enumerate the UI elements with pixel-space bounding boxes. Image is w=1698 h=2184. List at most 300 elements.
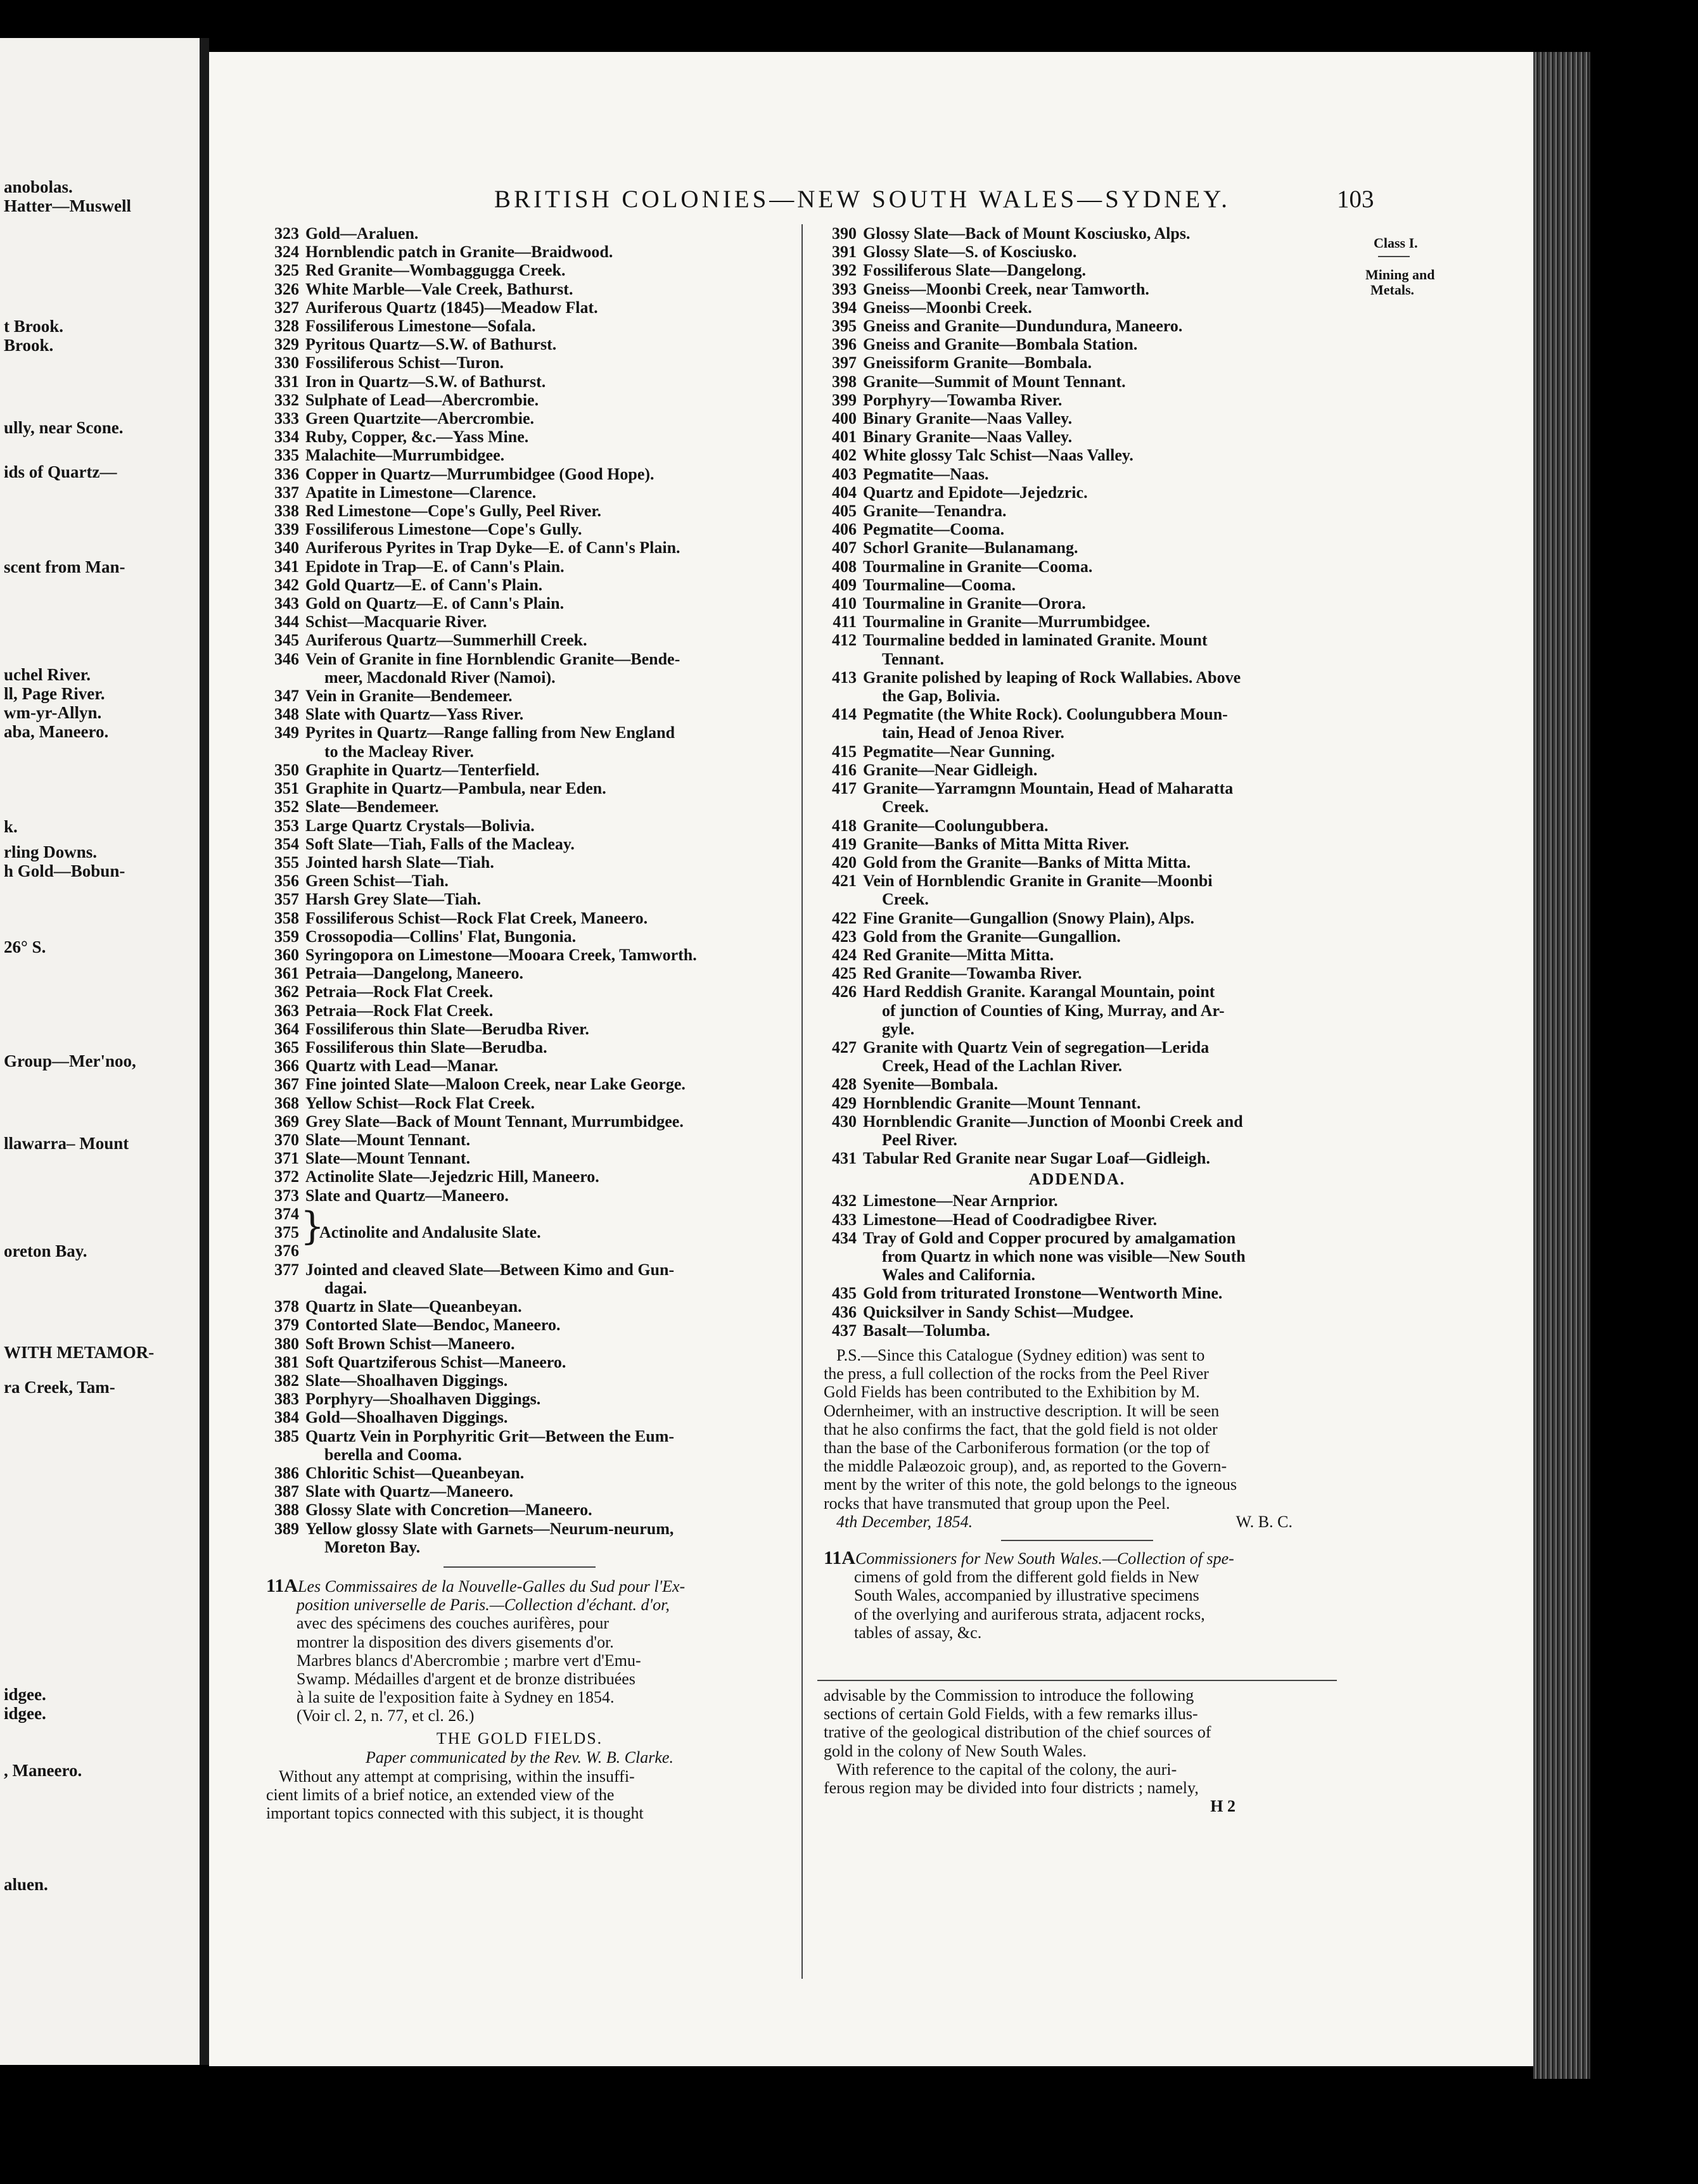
entry-text: Copper in Quartz—Murrumbidgee (Good Hope). — [305, 464, 654, 483]
catalogue-entry — [824, 557, 1331, 576]
entry-code: 11A — [824, 1547, 856, 1569]
entry-text: Schorl Granite—Bulanamang. — [863, 538, 1078, 557]
entry-text: Tourmaline in Granite—Cooma. — [863, 557, 1093, 576]
entry-number: 412 — [832, 631, 857, 650]
entry-continuation: Tennant. — [882, 649, 945, 668]
entry-number: 333 — [274, 409, 299, 428]
entry-number: 323 — [274, 224, 299, 243]
catalogue-entry — [266, 243, 773, 261]
entry-number: 411 — [833, 613, 857, 632]
left-page-text-fragment: rling Downs. — [4, 842, 98, 861]
catalogue-entry — [266, 1075, 773, 1093]
french-notice — [266, 1577, 773, 1725]
catalogue-entry — [266, 1353, 773, 1371]
catalogue-entry — [824, 243, 1331, 261]
catalogue-entry — [266, 317, 773, 335]
entry-text: Granite polished by leaping of Rock Wallabies. Above — [863, 668, 1241, 687]
entry-number: 325 — [274, 261, 299, 280]
entry-text: Red Granite—Towamba River. — [863, 964, 1082, 983]
continuation-line: ferous region may be divided into four districts ; namely, — [824, 1779, 1199, 1798]
entry-text: Red Limestone—Cope's Gully, Peel River. — [305, 502, 602, 521]
entry-number: 392 — [832, 261, 857, 280]
entry-text: Soft Quartziferous Schist—Maneero. — [305, 1352, 566, 1371]
catalogue-entry — [824, 909, 1331, 927]
left-page-text-fragment: k. — [4, 817, 18, 836]
entry-text: Chloritic Schist—Queanbeyan. — [305, 1464, 525, 1482]
entry-number: 331 — [274, 372, 299, 391]
catalogue-entry — [824, 946, 1331, 964]
entry-number: 362 — [274, 982, 299, 1001]
entry-number: 336 — [274, 464, 299, 483]
entry-number: 355 — [274, 853, 299, 872]
entry-number: 409 — [832, 575, 857, 594]
left-page-fragment — [0, 38, 200, 2065]
catalogue-entry — [824, 613, 1331, 631]
catalogue-entry — [824, 742, 1331, 761]
left-page-text-fragment: WITH METAMOR- — [4, 1343, 155, 1362]
entry-text: Large Quartz Crystals—Bolivia. — [305, 816, 535, 835]
left-page-text-fragment: aluen. — [4, 1875, 48, 1894]
entry-continuation: from Quartz in which none was visible—New South — [882, 1247, 1246, 1266]
catalogue-entry — [266, 557, 773, 576]
entry-number: 424 — [832, 945, 857, 964]
catalogue-entry — [824, 1229, 1331, 1247]
entry-number: 402 — [832, 446, 857, 465]
left-page-text-fragment: ids of Quartz— — [4, 462, 117, 481]
catalogue-entry — [266, 298, 773, 317]
entry-text: Petraia—Rock Flat Creek. — [305, 1001, 494, 1020]
entry-number: 400 — [832, 409, 857, 428]
gutter — [200, 38, 209, 2065]
entry-number: 390 — [832, 224, 857, 243]
entry-text: Auriferous Quartz (1845)—Meadow Flat. — [305, 298, 598, 317]
entry-text: Gneiss—Moonbi Creek. — [863, 298, 1032, 317]
entry-number: 373 — [274, 1186, 299, 1205]
catalogue-entry — [824, 1038, 1331, 1057]
entry-text: Red Granite—Wombaggugga Creek. — [305, 261, 566, 280]
entry-number: 413 — [832, 668, 857, 687]
entry-continuation: the Gap, Bolivia. — [882, 687, 1000, 706]
english-line — [854, 1568, 1331, 1586]
catalogue-entry — [266, 353, 773, 372]
catalogue-entry — [266, 1482, 773, 1501]
catalogue-entry — [824, 428, 1331, 446]
catalogue-entry — [266, 1186, 773, 1205]
catalogue-entry — [266, 1464, 773, 1482]
entry-number: 328 — [274, 317, 299, 336]
entry-text: Quartz Vein in Porphyritic Grit—Between the Eum- — [305, 1426, 675, 1445]
entry-number: 344 — [274, 613, 299, 632]
entry-number: 383 — [274, 1390, 299, 1409]
catalogue-entry — [824, 465, 1331, 483]
entry-text: Epidote in Trap—E. of Cann's Plain. — [305, 557, 565, 576]
entry-number: 423 — [832, 927, 857, 946]
left-page-text-fragment: t Brook. — [4, 317, 64, 336]
english-line — [854, 1586, 1331, 1604]
entry-text: Tourmaline in Granite—Orora. — [863, 594, 1086, 613]
entry-text: Gold from the Granite—Gungallion. — [863, 927, 1121, 946]
side-mining-label: Mining and — [1365, 267, 1435, 283]
entry-number: 437 — [832, 1321, 857, 1340]
entry-text: Gneissiform Granite—Bombala. — [863, 353, 1092, 372]
entry-text: Slate—Mount Tennant. — [305, 1130, 471, 1149]
catalogue-entry — [266, 261, 773, 279]
entry-number: 398 — [832, 372, 857, 391]
side-class-label: Class I. — [1374, 235, 1418, 251]
catalogue-entry — [266, 1316, 773, 1334]
entry-text: Fine jointed Slate—Maloon Creek, near Lake George. — [305, 1075, 686, 1094]
section-rule — [444, 1566, 596, 1568]
entry-text: Gold Quartz—E. of Cann's Plain. — [305, 575, 543, 594]
entry-text: Tray of Gold and Copper procured by amalgamation — [863, 1228, 1236, 1247]
bottom-rule — [817, 1680, 1337, 1681]
left-page-text-fragment: , Maneero. — [4, 1761, 82, 1780]
entry-text: Quartz in Slate—Queanbeyan. — [305, 1297, 522, 1316]
entry-text: Tourmaline bedded in laminated Granite. Mount — [863, 631, 1208, 650]
brace-number: 374 — [274, 1204, 299, 1223]
english-text: Commissioners for New South Wales.—Collection of spe- — [855, 1549, 1234, 1568]
entry-text: Slate with Quartz—Maneero. — [305, 1482, 514, 1501]
entry-text: Auriferous Quartz—Summerhill Creek. — [305, 631, 587, 650]
ps-date: 4th December, 1854. — [836, 1512, 973, 1531]
catalogue-entry — [266, 909, 773, 927]
catalogue-entry — [824, 483, 1331, 502]
entry-number: 385 — [274, 1426, 299, 1445]
entry-number: 326 — [274, 279, 299, 298]
entry-text: Red Granite—Mitta Mitta. — [863, 945, 1054, 964]
catalogue-entry — [266, 890, 773, 908]
catalogue-entry — [824, 1149, 1331, 1167]
entry-text: Fossiliferous Limestone—Cope's Gully. — [305, 520, 582, 539]
entry-number: 421 — [832, 872, 857, 891]
ps-line: ment by the writer of this note, the gold belongs to the igneous — [824, 1475, 1237, 1494]
entry-number: 359 — [274, 927, 299, 946]
french-line — [297, 1706, 773, 1725]
gold-fields-line: cient limits of a brief notice, an extended view of the — [266, 1785, 615, 1804]
entry-number: 405 — [832, 502, 857, 521]
side-rule — [1378, 256, 1410, 257]
catalogue-entry — [266, 1057, 773, 1075]
catalogue-entry — [824, 446, 1331, 464]
entry-code: 11A — [266, 1575, 298, 1597]
catalogue-entry — [824, 982, 1331, 1001]
entry-number: 426 — [832, 982, 857, 1001]
catalogue-entry — [266, 335, 773, 353]
catalogue-entry — [824, 391, 1331, 409]
french-text: (Voir cl. 2, n. 77, et cl. 26.) — [297, 1706, 475, 1725]
entry-text: Binary Granite—Naas Valley. — [863, 409, 1073, 428]
entry-text: Vein in Granite—Bendemeer. — [305, 687, 513, 706]
english-text: tables of assay, &c. — [854, 1623, 982, 1642]
brace-number: 376 — [274, 1241, 299, 1260]
entry-number: 380 — [274, 1334, 299, 1353]
catalogue-entry — [266, 1131, 773, 1149]
entry-text: Malachite—Murrumbidgee. — [305, 446, 505, 465]
entry-text: Petraia—Dangelong, Maneero. — [305, 964, 523, 983]
entry-number: 387 — [274, 1482, 299, 1501]
catalogue-entry — [824, 779, 1331, 797]
entry-text: Glossy Slate—S. of Kosciusko. — [863, 243, 1077, 262]
catalogue-entry — [824, 1094, 1331, 1112]
catalogue-entry — [266, 1501, 773, 1519]
entry-number: 414 — [832, 705, 857, 724]
entry-number: 324 — [274, 243, 299, 262]
ps-line: P.S.—Since this Catalogue (Sydney edition) was sent to — [836, 1345, 1205, 1364]
entry-number: 416 — [832, 760, 857, 779]
continuation-line: advisable by the Commission to introduce the following — [824, 1686, 1194, 1705]
catalogue-entry — [824, 372, 1331, 391]
entry-number: 436 — [832, 1302, 857, 1321]
entry-number: 434 — [832, 1228, 857, 1247]
entry-text: Crossopodia—Collins' Flat, Bungonia. — [305, 927, 577, 946]
french-text: à la suite de l'exposition faite à Sydney en 1854. — [297, 1688, 615, 1707]
entry-continuation: to the Macleay River. — [324, 742, 474, 761]
entry-text: Fossiliferous Limestone—Sofala. — [305, 317, 536, 336]
entry-number: 389 — [274, 1519, 299, 1538]
left-page-text-fragment: oreton Bay. — [4, 1241, 87, 1260]
entry-continuation: dagai. — [324, 1278, 367, 1297]
entry-text: Syringopora on Limestone—Mooara Creek, Tamworth. — [305, 945, 697, 964]
catalogue-entry — [824, 409, 1331, 428]
entry-number: 429 — [832, 1093, 857, 1112]
catalogue-entry — [824, 224, 1331, 243]
entry-number: 428 — [832, 1075, 857, 1094]
french-line — [297, 1614, 773, 1632]
entry-number: 430 — [832, 1112, 857, 1131]
catalogue-entry — [824, 1321, 1331, 1340]
entry-number: 350 — [274, 760, 299, 779]
entry-text: Limestone—Head of Coodradigbee River. — [863, 1210, 1158, 1229]
ps-note — [824, 1346, 1331, 1531]
right-column — [824, 224, 1331, 1816]
catalogue-entry — [266, 797, 773, 816]
entry-number: 369 — [274, 1112, 299, 1131]
entry-text: Yellow glossy Slate with Garnets—Neurum-neurum, — [305, 1519, 674, 1538]
entry-number: 410 — [832, 594, 857, 613]
entry-number: 343 — [274, 594, 299, 613]
entry-text: Ruby, Copper, &c.—Yass Mine. — [305, 428, 529, 447]
entry-text: Jointed and cleaved Slate—Between Kimo and Gun- — [305, 1260, 675, 1279]
catalogue-entry — [266, 1001, 773, 1020]
entry-text: Hornblendic patch in Granite—Braidwood. — [305, 243, 613, 262]
entry-number: 361 — [274, 964, 299, 983]
entry-number: 391 — [832, 243, 857, 262]
catalogue-entry — [266, 1427, 773, 1445]
french-line — [297, 1651, 773, 1670]
entry-number: 395 — [832, 317, 857, 336]
entry-number: 431 — [832, 1149, 857, 1168]
catalogue-entry — [266, 761, 773, 779]
catalogue-entry — [824, 631, 1331, 649]
brace-number: 375 — [274, 1222, 299, 1241]
catalogue-entry — [266, 779, 773, 797]
entry-text: Hornblendic Granite—Junction of Moonbi Creek and — [863, 1112, 1243, 1131]
catalogue-entry — [266, 650, 773, 668]
french-text: position universelle de Paris.—Collection d'échant. d'or, — [297, 1596, 670, 1615]
entry-number: 363 — [274, 1001, 299, 1020]
entry-text: Pyrites in Quartz—Range falling from New England — [305, 723, 675, 742]
catalogue-entry — [266, 1167, 773, 1186]
english-line — [854, 1623, 1331, 1642]
entry-text: Gold from triturated Ironstone—Wentworth Mine. — [863, 1284, 1223, 1303]
entry-text: Auriferous Pyrites in Trap Dyke—E. of Cann's Plain. — [305, 538, 680, 557]
entry-text: Basalt—Tolumba. — [863, 1321, 990, 1340]
entry-continuation: Moreton Bay. — [324, 1537, 421, 1556]
catalogue-entry — [266, 1520, 773, 1538]
entry-text: Fossiliferous Schist—Rock Flat Creek, Maneero. — [305, 908, 648, 927]
entry-text: Porphyry—Towamba River. — [863, 390, 1063, 409]
entry-text: Schist—Macquarie River. — [305, 613, 487, 632]
continuation-line: trative of the geological distribution of the chief sources of — [824, 1723, 1211, 1742]
catalogue-entry — [824, 835, 1331, 853]
left-page-text-fragment: idgee. — [4, 1704, 46, 1723]
catalogue-entry — [266, 483, 773, 502]
continuation-line: With reference to the capital of the colony, the auri- — [836, 1760, 1177, 1779]
french-text: Les Commissaires de la Nouvelle-Galles du Sud pour l'Ex- — [298, 1577, 686, 1596]
ps-line: that he also confirms the fact, that the gold field is not older — [824, 1419, 1218, 1438]
catalogue-entry — [266, 502, 773, 520]
left-page-text-fragment: llawarra– Mount — [4, 1134, 129, 1153]
english-line — [824, 1549, 1331, 1568]
catalogue-entry — [266, 446, 773, 464]
entry-text: Quartz and Epidote—Jejedzric. — [863, 483, 1088, 502]
entry-continuation: gyle. — [882, 1019, 915, 1038]
catalogue-entry — [824, 927, 1331, 946]
entry-text: Fossiliferous Schist—Turon. — [305, 353, 504, 372]
catalogue-entry — [824, 353, 1331, 372]
english-notice — [824, 1549, 1331, 1642]
entry-text: Tourmaline in Granite—Murrumbidgee. — [863, 613, 1151, 632]
entry-text: Tourmaline—Cooma. — [863, 575, 1016, 594]
entry-number: 407 — [832, 538, 857, 557]
entry-text: Slate with Quartz—Yass River. — [305, 705, 524, 724]
entry-number: 435 — [832, 1284, 857, 1303]
catalogue-entry — [266, 224, 773, 243]
page-number: 103 — [1337, 186, 1374, 213]
entry-text: Slate—Mount Tennant. — [305, 1149, 471, 1168]
entry-continuation: Wales and California. — [882, 1266, 1035, 1285]
entry-text: Green Schist—Tiah. — [305, 872, 449, 891]
entry-number: 358 — [274, 908, 299, 927]
entry-text: Porphyry—Shoalhaven Diggings. — [305, 1390, 541, 1409]
catalogue-entry — [824, 298, 1331, 317]
entry-text: Slate—Bendemeer. — [305, 797, 439, 816]
entry-text: Gneiss and Granite—Bombala Station. — [863, 335, 1138, 354]
entry-number: 332 — [274, 390, 299, 409]
catalogue-entry — [824, 1075, 1331, 1093]
english-text: of the overlying and auriferous strata, adjacent rocks, — [854, 1604, 1205, 1623]
entry-number: 418 — [832, 816, 857, 835]
entry-number: 349 — [274, 723, 299, 742]
catalogue-entry — [266, 1335, 773, 1353]
entry-text: Glossy Slate with Concretion—Maneero. — [305, 1501, 592, 1520]
entry-continuation: meer, Macdonald River (Namoi). — [324, 668, 556, 687]
left-page-text-fragment: uchel River. — [4, 665, 91, 684]
ps-line: rocks that have transmuted that group upon the Peel. — [824, 1494, 1170, 1513]
catalogue-entry — [824, 964, 1331, 982]
entry-text: Gold from the Granite—Banks of Mitta Mitta. — [863, 853, 1191, 872]
entry-continuation: of junction of Counties of King, Murray, and Ar- — [882, 1001, 1225, 1020]
catalogue-entry — [824, 538, 1331, 557]
entry-text: Harsh Grey Slate—Tiah. — [305, 890, 482, 909]
ps-line: Odernheimer, with an instructive description. It will be seen — [824, 1401, 1220, 1420]
catalogue-entry — [824, 1112, 1331, 1131]
catalogue-entry — [266, 872, 773, 890]
catalogue-entry — [266, 576, 773, 594]
entry-text: Quartz with Lead—Manar. — [305, 1057, 499, 1076]
entry-number: 357 — [274, 890, 299, 909]
entry-number: 419 — [832, 834, 857, 853]
catalogue-entry — [266, 964, 773, 982]
entry-text: Contorted Slate—Bendoc, Maneero. — [305, 1316, 561, 1335]
entry-number: 377 — [274, 1260, 299, 1279]
signature-mark: H 2 — [1210, 1797, 1235, 1816]
entry-text: Granite—Yarramgnn Mountain, Head of Maharatta — [863, 779, 1234, 798]
entry-number: 341 — [274, 557, 299, 576]
catalogue-entry — [824, 816, 1331, 835]
left-page-text-fragment: anobolas. — [4, 177, 73, 196]
entry-text: White Marble—Vale Creek, Bathurst. — [305, 279, 573, 298]
catalogue-entry — [824, 502, 1331, 520]
entry-text: Sulphate of Lead—Abercrombie. — [305, 390, 539, 409]
section-rule — [1001, 1540, 1153, 1541]
catalogue-entry — [824, 1303, 1331, 1321]
entry-text: Apatite in Limestone—Clarence. — [305, 483, 537, 502]
catalogue-entry — [824, 872, 1331, 890]
entry-number: 338 — [274, 502, 299, 521]
entry-text: Petraia—Rock Flat Creek. — [305, 982, 494, 1001]
catalogue-entry — [266, 538, 773, 557]
entry-number: 420 — [832, 853, 857, 872]
entry-continuation: Creek. — [882, 890, 929, 909]
entry-text: Gold on Quartz—E. of Cann's Plain. — [305, 594, 565, 613]
french-line — [297, 1596, 773, 1614]
catalogue-entry — [266, 1094, 773, 1112]
entry-number: 415 — [832, 742, 857, 761]
entry-text: Hornblendic Granite—Mount Tennant. — [863, 1093, 1141, 1112]
gold-fields-heading: THE GOLD FIELDS. — [436, 1729, 603, 1748]
entry-number: 386 — [274, 1464, 299, 1482]
catalogue-entry — [266, 613, 773, 631]
entry-text: Quicksilver in Sandy Schist—Mudgee. — [863, 1302, 1134, 1321]
entry-number: 406 — [832, 520, 857, 539]
left-page-text-fragment: 26° S. — [4, 937, 46, 956]
page-edge — [1533, 52, 1590, 2079]
entry-number: 340 — [274, 538, 299, 557]
entry-number: 393 — [832, 279, 857, 298]
catalogue-entry — [266, 428, 773, 446]
french-text: Marbres blancs d'Abercrombie ; marbre vert d'Emu- — [297, 1651, 641, 1670]
french-line — [297, 1670, 773, 1688]
entry-text: Gold—Araluen. — [305, 224, 419, 243]
entry-text: Granite—Coolungubbera. — [863, 816, 1049, 835]
catalogue-entry — [266, 835, 773, 853]
french-line — [297, 1688, 773, 1706]
entry-number: 365 — [274, 1038, 299, 1057]
entry-text: Slate and Quartz—Maneero. — [305, 1186, 509, 1205]
catalogue-entry — [266, 1260, 773, 1279]
catalogue-entry — [266, 687, 773, 705]
entry-number: 433 — [832, 1210, 857, 1229]
entry-text: Pegmatite—Near Gunning. — [863, 742, 1055, 761]
entry-text: Slate—Shoalhaven Diggings. — [305, 1371, 508, 1390]
catalogue-entry — [266, 280, 773, 298]
gold-fields-byline: Paper communicated by the Rev. W. B. Clarke. — [366, 1748, 673, 1767]
entry-text: Pegmatite—Cooma. — [863, 520, 1005, 539]
catalogue-entry — [266, 982, 773, 1001]
entry-number: 353 — [274, 816, 299, 835]
entry-text: Granite—Summit of Mount Tennant. — [863, 372, 1126, 391]
